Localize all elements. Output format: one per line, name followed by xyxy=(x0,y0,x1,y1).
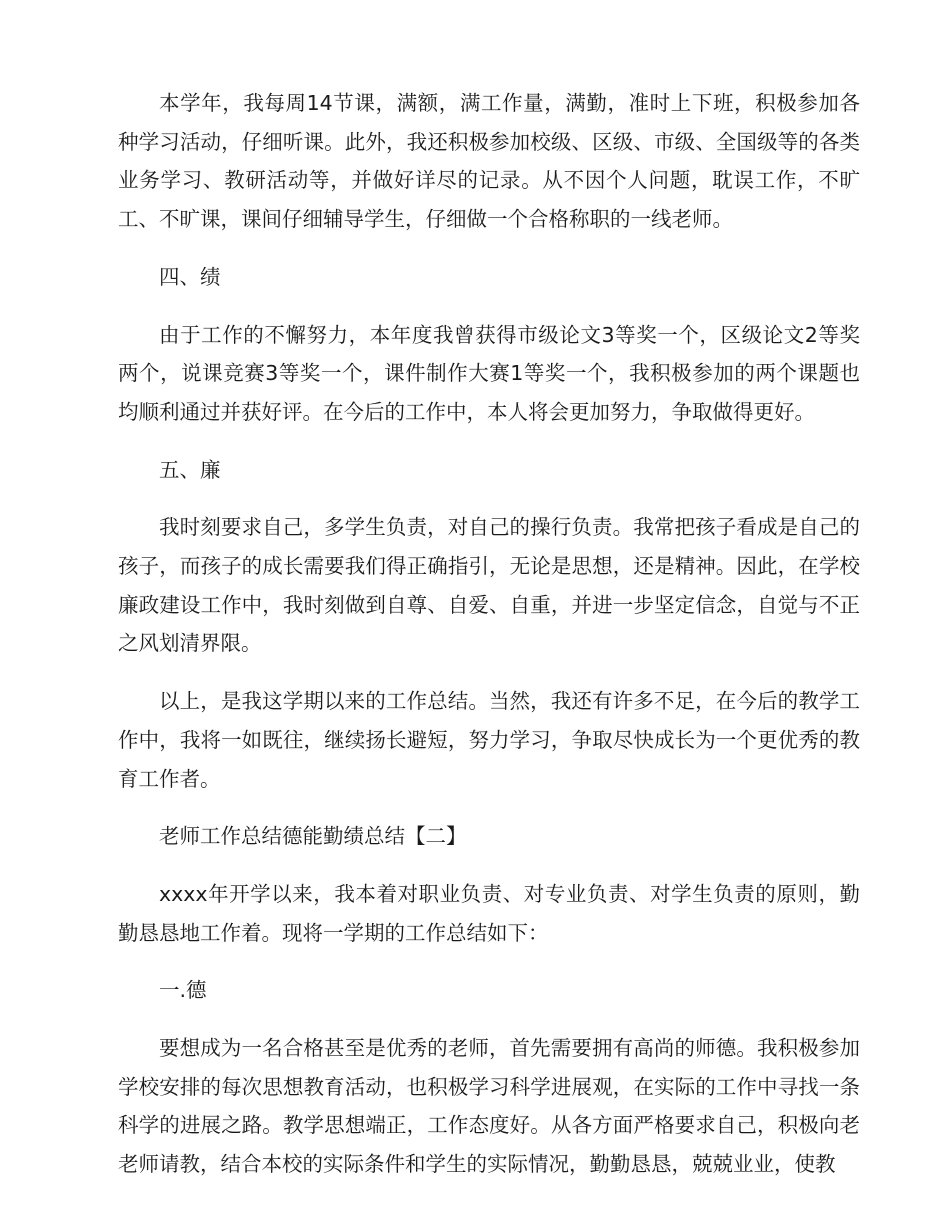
section-heading-morality: 一.德 xyxy=(159,978,207,1003)
document-subtitle: 老师工作总结德能勤绩总结【二】 xyxy=(159,824,467,849)
paragraph-integrity: 我时刻要求自己，多学生负责，对自己的操行负责。我常把孩子看成是自己的孩子，而孩子的成长需要我们得正确指引，无论是思想，还是精神。因此，在学校廉政建设工作中，我时刻做到自尊、自爱、自重，并进一步坚定信念，自觉与不正之风划清界限。 xyxy=(118,515,860,656)
paragraph-intro: xxxx年开学以来，我本着对职业负责、对专业负责、对学生负责的原则，勤勤恳恳地工作着。现将一学期的工作总结如下： xyxy=(118,881,860,945)
paragraph-morality: 要想成为一名合格甚至是优秀的老师，首先需要拥有高尚的师德。我积极参加学校安排的每次思想教育活动，也积极学习科学进展观，在实际的工作中寻找一条科学的进展之路。教学思想端正，工作态度好。从各方面严格要求自己，积极向老老师请教，结合本校的实际条件和学生的实际情况，勤勤恳恳，兢兢业业，使教 xyxy=(118,1036,860,1177)
paragraph-achievement: 由于工作的不懈努力，本年度我曾获得市级论文3等奖一个，区级论文2等奖两个，说课竞赛3等奖一个，课件制作大赛1等奖一个，我积极参加的两个课题也均顺利通过并获好评。在今后的工作中，本人将会更加努力，争取做得更好。 xyxy=(118,322,860,424)
section-heading-achievement: 四、绩 xyxy=(159,264,221,289)
paragraph-conclusion: 以上，是我这学期以来的工作总结。当然，我还有许多不足，在今后的教学工作中，我将一如既往，继续扬长避短，努力学习，争取尽快成长为一个更优秀的教育工作者。 xyxy=(118,689,860,791)
document-body xyxy=(118,84,860,1203)
section-heading-integrity: 五、廉 xyxy=(159,457,221,482)
paragraph-workload: 本学年，我每周14节课，满额，满工作量，满勤，准时上下班，积极参加各种学习活动，仔细听课。此外，我还积极参加校级、区级、市级、全国级等的各类业务学习、教研活动等，并做好详尽的记录。从不因个人问题，耽误工作，不旷工、不旷课，课间仔细辅导学生，仔细做一个合格称职的一线老师。 xyxy=(118,91,860,232)
